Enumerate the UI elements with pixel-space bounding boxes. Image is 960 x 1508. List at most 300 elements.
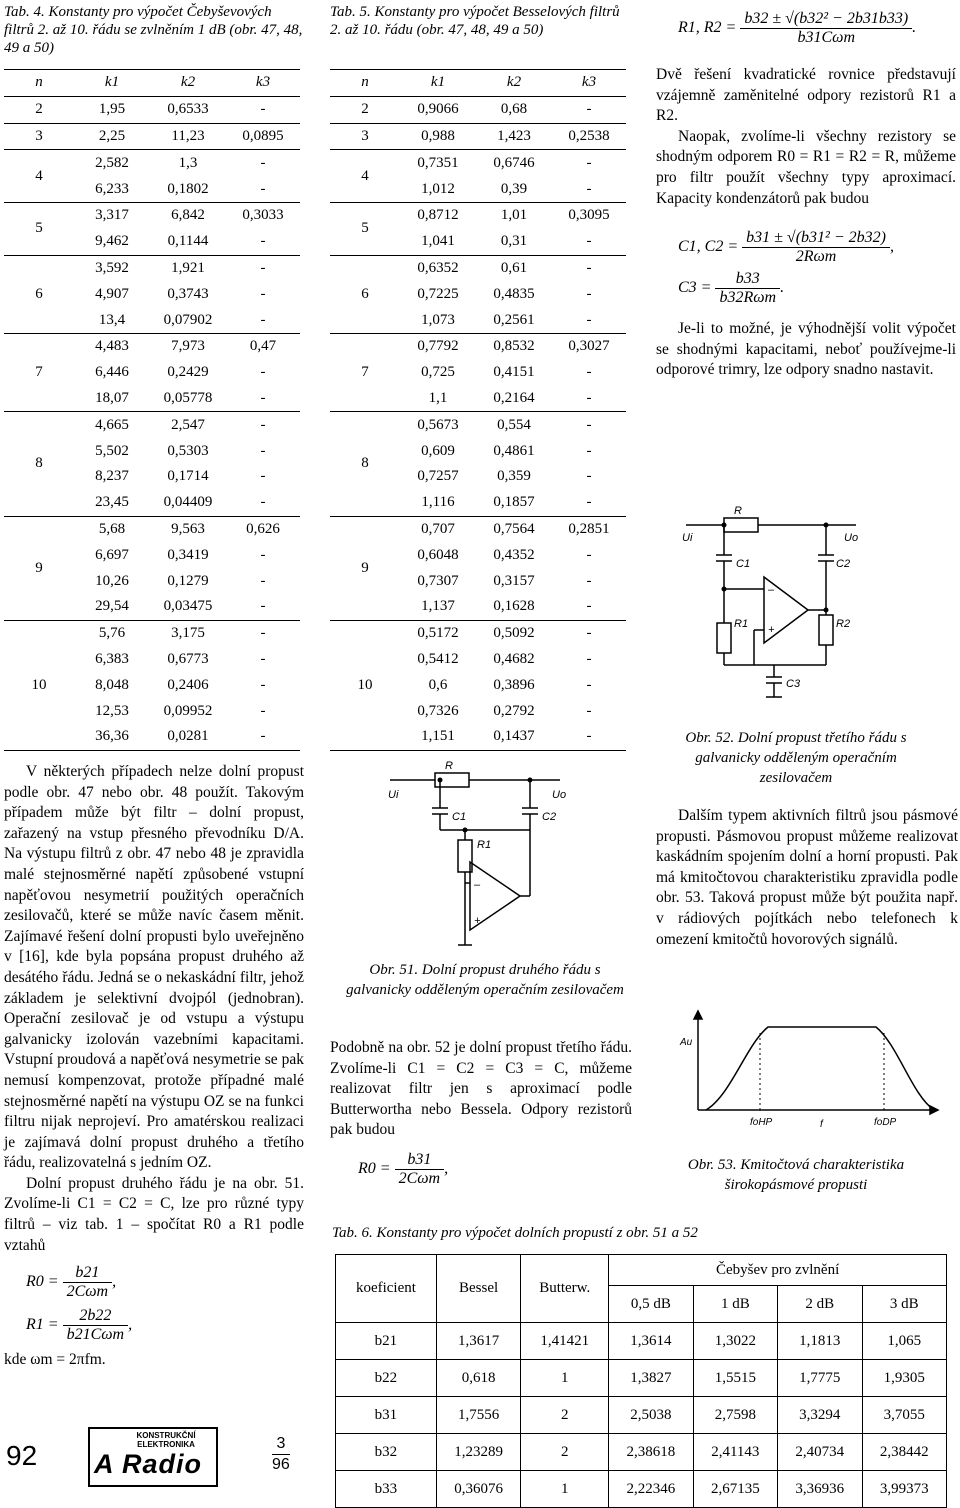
table5-value-cell: 0,1628	[493, 598, 535, 615]
fig52-label-c3: C3	[786, 678, 801, 690]
table4-value-cell: 0,2429	[167, 364, 209, 381]
table4-header-cell: k3	[226, 70, 300, 97]
table6-cell: 1	[521, 1360, 609, 1397]
table4-value-cell: 6,697	[95, 546, 129, 563]
table4-value-cell: 12,53	[95, 702, 129, 719]
equation-c1c2: C1, C2 = $\frac{\text{b31 ± √(b31² − 2b32)}}{\text{2Rωm}}$ ,	[678, 229, 894, 266]
table4-header	[4, 70, 300, 97]
table6-cell: 2	[521, 1397, 609, 1434]
table4-header-cell: k2	[150, 70, 226, 97]
table6-cell: 3,7055	[862, 1397, 947, 1434]
table4-value-cell: 4,665	[95, 416, 129, 433]
table4-group	[4, 150, 300, 203]
table5-value-cell: 1,073	[421, 311, 455, 328]
right-para1: Dvě řešení kvadratické rovnice představují vzájemně zaměnitelné odpory rezistorů R1 a R2.	[656, 66, 956, 125]
table5-value-cell: 0,554	[497, 416, 531, 433]
table6-cell: 2,40734	[778, 1434, 862, 1471]
fig52-label-c2: C2	[836, 558, 851, 570]
table-row	[330, 412, 626, 438]
table4-value-cell: 2,547	[171, 416, 205, 433]
fig51-schematic	[380, 760, 580, 950]
table5-group	[330, 620, 626, 750]
fig53-label-fodp: foDP	[874, 1117, 897, 1128]
table4-value-cell: 6,446	[95, 364, 129, 381]
table5-value-cell: 1,116	[421, 494, 455, 511]
equation-c3: C3 = $\frac{b33}{\text{b32Rωm}}$ .	[678, 270, 785, 307]
table4-value-cell: 0,6773	[167, 650, 209, 667]
equation-r0-mid: R0 = $\frac{b31}{\text{2Cωm}}$ ,	[358, 1150, 449, 1187]
table5-value-cell: -	[586, 259, 592, 276]
table6-cell: 2,5038	[609, 1397, 693, 1434]
table5-group	[330, 123, 626, 150]
fig52-schematic	[676, 505, 876, 705]
table4-value-cell: 0,04409	[163, 494, 213, 511]
table5-value-cell: -	[586, 702, 592, 719]
table6-body	[336, 1323, 947, 1508]
table6-cell: 1,9305	[862, 1360, 947, 1397]
table6-col-2db: 2 dB	[778, 1286, 862, 1323]
table6-col-butterw: Butterw.	[521, 1255, 609, 1323]
table4-value-cell: 1,3	[178, 154, 198, 171]
table5-order-cell: 3	[361, 127, 369, 144]
table-row	[330, 620, 626, 646]
table5-value-cell: -	[586, 154, 592, 171]
table-row	[330, 255, 626, 281]
table6-cell: b31	[336, 1397, 437, 1434]
table4-value-cell: 8,237	[95, 468, 129, 485]
table6-cell: 2,38442	[862, 1434, 947, 1471]
table5-value-cell: 0,31	[500, 233, 528, 250]
table6-cell: b21	[336, 1323, 437, 1360]
table5-value-cell: 0,2538	[568, 127, 610, 144]
table4-value-cell: 1,921	[171, 259, 205, 276]
table5-value-cell: 1,012	[421, 180, 455, 197]
table6-col-05db: 0,5 dB	[609, 1286, 693, 1323]
table6-caption: Tab. 6. Konstanty pro výpočet dolních propustí z obr. 51 a 52	[332, 1225, 698, 1241]
table4-value-cell: -	[260, 625, 266, 642]
table6-col-chebyshev: Čebyšev pro zvlnění	[609, 1255, 947, 1286]
table5-value-cell: 0,6	[428, 676, 448, 693]
table5-value-cell: 0,2792	[493, 702, 535, 719]
table5-value-cell: 0,3157	[493, 572, 535, 589]
fig52-label-minus: –	[768, 584, 775, 596]
fig51-label-c2: C2	[542, 811, 557, 823]
left-para2: Dolní propust druhého řádu je na obr. 51. Zvolíme-li C1 = C2 = C, lze pro různé typy filtrů – viz tab. 1 – spočítat R0 a R1 podle vztahů	[4, 1174, 304, 1254]
table4-value-cell: 0,1802	[167, 180, 209, 197]
table5-value-cell: 0,609	[421, 442, 455, 459]
table4-value-cell: 0,3743	[167, 285, 209, 302]
table5-value-cell: 0,6048	[417, 546, 459, 563]
table4-value-cell: 29,54	[95, 598, 129, 615]
table6-col-3db: 3 dB	[862, 1286, 947, 1323]
table4-value-cell: 9,462	[95, 233, 129, 250]
table4-order-cell: 9	[35, 559, 43, 576]
table6-cell: 2,7598	[693, 1397, 777, 1434]
table5-value-cell: -	[586, 442, 592, 459]
table4-order-cell: 2	[35, 101, 43, 118]
table5-value-cell: 0,725	[421, 364, 455, 381]
table5-value-cell: -	[586, 494, 592, 511]
table4-value-cell: 0,09952	[163, 702, 213, 719]
fig51-label-plus: +	[474, 915, 481, 927]
table6-cell: 1,7556	[436, 1397, 520, 1434]
table-row	[4, 412, 300, 438]
table5-value-cell: 0,4352	[493, 546, 535, 563]
table5-value-cell: 0,8712	[417, 207, 459, 224]
table5-group	[330, 202, 626, 255]
table5-order-cell: 8	[361, 455, 369, 472]
table6-cell: 2,38618	[609, 1434, 693, 1471]
table4-value-cell: 0,1279	[167, 572, 209, 589]
table5-group	[330, 333, 626, 411]
table6-cell: 3,3294	[778, 1397, 862, 1434]
table6-cell: 2,22346	[609, 1471, 693, 1508]
table5-value-cell: 0,8532	[493, 338, 535, 355]
table4-value-cell: 0,3419	[167, 546, 209, 563]
fig53-caption: Obr. 53. Kmitočtová charakteristika širokopásmové propusti	[687, 1157, 905, 1193]
table4-value-cell: 11,23	[171, 127, 205, 144]
kde-line: kde ωm = 2πfm.	[4, 1351, 106, 1369]
table6-cell: 2,41143	[693, 1434, 777, 1471]
table4-order-cell: 4	[35, 167, 43, 184]
table5-value-cell: -	[586, 180, 592, 197]
table5-value-cell: 0,7225	[417, 285, 459, 302]
table-row	[336, 1471, 947, 1508]
table4-value-cell: 5,68	[98, 520, 126, 537]
table4-value-cell: 0,626	[246, 520, 280, 537]
table-row	[330, 333, 626, 359]
table5-value-cell: 0,1437	[493, 728, 535, 745]
table4-group	[4, 96, 300, 123]
fig52-caption: Obr. 52. Dolní propust třetího řádu s galvanicky odděleným operačním zesilovačem	[685, 730, 907, 786]
table5-value-cell: -	[586, 572, 592, 589]
table5-value-cell: -	[586, 389, 592, 406]
table5-value-cell: 0,4861	[493, 442, 535, 459]
table6-cell: 1,065	[862, 1323, 947, 1360]
table4-caption: Tab. 4. Konstanty pro výpočet Čebyševových filtrů 2. až 10. řádu se zvlněním 1 dB (obr. 47, 48, 49 a 50)	[4, 4, 303, 56]
table4-value-cell: 6,842	[171, 207, 205, 224]
table5-header-cell: k1	[400, 70, 476, 97]
table4-value-cell: 0,2406	[167, 676, 209, 693]
fig51-caption: Obr. 51. Dolní propust druhého řádu s galvanicky odděleným operačním zesilovačem	[346, 962, 624, 998]
table4-order-cell: 5	[35, 220, 43, 237]
fig52-label-c1: C1	[736, 558, 751, 570]
table4-value-cell: -	[260, 494, 266, 511]
table4-value-cell: 3,317	[95, 207, 129, 224]
table5-value-cell: -	[586, 364, 592, 381]
table4-header-cell: n	[4, 70, 74, 97]
fig51-label-ui: Ui	[388, 789, 399, 801]
right-column	[656, 0, 956, 381]
table5-value-cell: 1,423	[497, 127, 531, 144]
table-row	[4, 620, 300, 646]
table4-value-cell: 0,1144	[167, 233, 209, 250]
table6	[335, 1254, 947, 1508]
table4-value-cell: 0,03475	[163, 598, 213, 615]
table4-value-cell: 3,592	[95, 259, 129, 276]
table4-value-cell: 0,07902	[163, 311, 213, 328]
table4-order-cell: 10	[31, 676, 47, 693]
table-row	[4, 96, 300, 123]
table5-group	[330, 96, 626, 123]
table6-cell: 1,3827	[609, 1360, 693, 1397]
table5-value-cell: 0,7257	[417, 468, 459, 485]
table4-group	[4, 516, 300, 620]
table5-value-cell: 1,137	[421, 598, 455, 615]
table5-value-cell: 1,1	[428, 389, 448, 406]
table5-value-cell: 0,5412	[417, 650, 459, 667]
table5-value-cell: 0,2561	[493, 311, 535, 328]
left-column	[4, 0, 304, 1369]
table5-value-cell: 0,5673	[417, 416, 459, 433]
table5-value-cell: 1,01	[500, 207, 528, 224]
table4-group	[4, 412, 300, 516]
table5-value-cell: -	[586, 233, 592, 250]
table4-value-cell: -	[260, 233, 266, 250]
table-row	[330, 516, 626, 542]
table6-cell: 1,3614	[609, 1323, 693, 1360]
table4-value-cell: -	[260, 180, 266, 197]
fig51-label-minus: –	[474, 879, 481, 891]
logo	[88, 1427, 218, 1487]
fig53-label-fohp: foHP	[750, 1117, 773, 1128]
table6-cell: b32	[336, 1434, 437, 1471]
table6-cell: 2	[521, 1434, 609, 1471]
table4-value-cell: -	[260, 598, 266, 615]
table5-value-cell: -	[586, 311, 592, 328]
table6-col-1db: 1 dB	[693, 1286, 777, 1323]
fig52-label-ui: Ui	[682, 532, 693, 544]
table4-value-cell: 0,6533	[167, 101, 209, 118]
table4-order-cell: 7	[35, 364, 43, 381]
table5-value-cell: 0,4835	[493, 285, 535, 302]
table4-order-cell: 8	[35, 455, 43, 472]
table5	[330, 69, 626, 751]
table5-value-cell: 0,5092	[493, 625, 535, 642]
table4-value-cell: 18,07	[95, 389, 129, 406]
table4-value-cell: 9,563	[171, 520, 205, 537]
table4-header-cell: k1	[74, 70, 150, 97]
table5-value-cell: 0,7351	[417, 154, 459, 171]
right-para3: Je-li to možné, je výhodnější volit výpočet se shodnými kapacitami, neboť používejme-li odporové trimry, lze odpory snadno nastavit.	[656, 320, 956, 379]
table6-cell: 1,1813	[778, 1323, 862, 1360]
fig51-label-r: R	[445, 760, 453, 772]
table4-value-cell: -	[260, 676, 266, 693]
page-number: 92	[6, 1440, 38, 1471]
table5-header-cell: k2	[476, 70, 552, 97]
table4-value-cell: 5,502	[95, 442, 129, 459]
right-para2: Naopak, zvolíme-li všechny rezistory se shodným odporem R0 = R1 = R2 = R, můžeme pro filtr použít všechny typy aproximací. Kapacity kondenzátorů pak budou	[656, 127, 956, 207]
fig53-ylabel: Au	[680, 1037, 693, 1048]
table4-value-cell: -	[260, 364, 266, 381]
table-row	[4, 123, 300, 150]
table6-cell: 1,3617	[436, 1323, 520, 1360]
table5-value-cell: -	[586, 546, 592, 563]
table4-value-cell: 5,76	[98, 625, 126, 642]
table-row	[4, 150, 300, 176]
table5-group	[330, 150, 626, 203]
left-para1: V některých případech nelze dolní propust podle obr. 47 nebo obr. 48 použít. Takovým případem může být filtr – dolní propust, zařazený na vstup přesného převodníku D/A. Na výstupu filtrů z obr. 47 nebo 48 je zpravidla malé stejnosměrné napětí způsobené vstupní napěťovou nesymetrií použitých operačních zesilovačů, které se může navíc časem měnit. Zajímavé řešení dolní propusti bylo uveřejněno v [16], kde byla popsána propust druhého až desátého řádu. Jedná se o nekaskádní filtr, jehož základem je selektivní dvojpól (jednobran). Operační zesilovač je od vstupu a výstupu galvanicky izolován vazebními kapacitami. Vstupní proudová a napěťová nesymetrie se pak nemusí kompenzovat, protože případné malé stejnosměrné napětí na výstupu OZ se na funkci filtru nijak neprojeví. Pro amatérskou realizaci je zajímavá dolní propust druhého a třetího řádu, realizovatelná s jedním OZ.	[4, 763, 304, 1172]
table6-cell: b22	[336, 1360, 437, 1397]
table4-value-cell: 36,36	[95, 728, 129, 745]
table5-value-cell: 0,359	[497, 468, 531, 485]
table5-value-cell: 0,5172	[417, 625, 459, 642]
table6-cell: 0,618	[436, 1360, 520, 1397]
table4-value-cell: -	[260, 259, 266, 276]
table4-value-cell: 6,383	[95, 650, 129, 667]
table5-value-cell: 1,041	[421, 233, 455, 250]
table4-value-cell: 23,45	[95, 494, 129, 511]
table5-value-cell: 0,4682	[493, 650, 535, 667]
table5-value-cell: 0,39	[500, 180, 528, 197]
table5-value-cell: -	[586, 468, 592, 485]
equation-r1r2: R1, R2 = $\frac{\text{b32 ± √(b32² − 2b31b33)}}{\text{b31Cωm}}$ .	[678, 10, 917, 46]
fig52-label-r1: R1	[734, 618, 749, 630]
table4-group	[4, 123, 300, 150]
table5-value-cell: 0,2851	[568, 520, 610, 537]
table4-value-cell: 4,907	[95, 285, 129, 302]
table5-value-cell: 0,707	[421, 520, 455, 537]
table-row	[336, 1360, 947, 1397]
table4-group	[4, 333, 300, 411]
table5-value-cell: 0,6746	[493, 154, 535, 171]
fig51-label-c1: C1	[452, 811, 467, 823]
table4-value-cell: 0,3033	[242, 207, 284, 224]
table5-group	[330, 255, 626, 333]
table5-value-cell: -	[586, 416, 592, 433]
table5-order-cell: 6	[361, 285, 369, 302]
table6-cell: 2,67135	[693, 1471, 777, 1508]
table6-col-bessel: Bessel	[436, 1255, 520, 1323]
table-row	[4, 516, 300, 542]
table4-value-cell: -	[260, 468, 266, 485]
fig53-chart	[676, 1005, 946, 1130]
table4-value-cell: -	[260, 728, 266, 745]
table4-value-cell: 3,175	[171, 625, 205, 642]
table5-order-cell: 7	[361, 364, 369, 381]
table5-value-cell: -	[586, 650, 592, 667]
table5-value-cell: 0,61	[500, 259, 528, 276]
table4-value-cell: 2,25	[98, 127, 126, 144]
table5-order-cell: 4	[361, 167, 369, 184]
table4-group	[4, 620, 300, 750]
table5-order-cell: 2	[361, 101, 369, 118]
table6-cell: 1,7775	[778, 1360, 862, 1397]
table4-value-cell: 2,582	[95, 154, 129, 171]
logo-top-text: KONSTRUKČNÍ ELEKTRONIKA	[136, 1431, 196, 1449]
table5-value-cell: 0,6352	[417, 259, 459, 276]
table-row	[4, 255, 300, 281]
table6-top-header	[336, 1255, 947, 1286]
table4-value-cell: -	[260, 311, 266, 328]
table4-value-cell: 0,5303	[167, 442, 209, 459]
table4-value-cell: 13,4	[98, 311, 126, 328]
table5-caption: Tab. 5. Konstanty pro výpočet Besselových filtrů 2. až 10. řádu (obr. 47, 48, 49 a 50)	[330, 4, 620, 38]
table5-value-cell: -	[586, 625, 592, 642]
table4-value-cell: -	[260, 154, 266, 171]
table4-value-cell: 0,1714	[167, 468, 209, 485]
table6-cell: 3,36936	[778, 1471, 862, 1508]
table4-value-cell: 8,048	[95, 676, 129, 693]
table4-value-cell: 1,95	[98, 101, 126, 118]
table4-value-cell: 0,05778	[163, 389, 213, 406]
table5-value-cell: -	[586, 285, 592, 302]
table6-cell: 1,5515	[693, 1360, 777, 1397]
table5-value-cell: 0,2164	[493, 389, 535, 406]
table5-value-cell: 0,68	[500, 101, 528, 118]
table5-order-cell: 10	[357, 676, 373, 693]
table5-value-cell: 0,3095	[568, 207, 610, 224]
table-row	[336, 1323, 947, 1360]
table4-value-cell: -	[260, 416, 266, 433]
table-row	[330, 150, 626, 176]
logo-main-text: A Radio	[94, 1449, 202, 1479]
table4-order-cell: 6	[35, 285, 43, 302]
table4-value-cell: -	[260, 442, 266, 459]
table-row	[336, 1397, 947, 1434]
table5-value-cell: 1,151	[421, 728, 455, 745]
fig52-label-r: R	[734, 505, 742, 517]
equation-r0: R0 = $\frac{b21}{\text{2Cωm}}$ ,	[26, 1264, 117, 1301]
fig53-label-f: f	[820, 1119, 823, 1130]
table4-group	[4, 202, 300, 255]
middle-text-block	[330, 1038, 632, 1188]
table4-value-cell: -	[260, 101, 266, 118]
table5-value-cell: 0,1857	[493, 494, 535, 511]
table5-value-cell: -	[586, 728, 592, 745]
table4-value-cell: 0,0895	[242, 127, 284, 144]
table5-header	[330, 70, 626, 97]
table5-value-cell: 0,7326	[417, 702, 459, 719]
table5-value-cell: 0,9066	[417, 101, 459, 118]
table6-cell: 1	[521, 1471, 609, 1508]
table4-value-cell: 6,233	[95, 180, 129, 197]
fig52-label-uo: Uo	[844, 532, 859, 544]
middle-column	[330, 0, 630, 751]
table-row	[330, 123, 626, 150]
table5-group	[330, 516, 626, 620]
right-para4: Dalším typem aktivních filtrů jsou pásmové propusti. Pásmovou propust můžeme realizovat kaskádním spojením dolní a horní propusti. Pak má kmitočtovou charakteristiku zpravidla podle obr. 53. Taková propust může být použita např. v rádiových pojítkách nebo telefonech k omezení kmitočtů hovorových signálů.	[656, 807, 958, 948]
table4-order-cell: 3	[35, 127, 43, 144]
table5-value-cell: 0,988	[421, 127, 455, 144]
table5-header-cell: k3	[552, 70, 626, 97]
table5-value-cell: 0,4151	[493, 364, 535, 381]
table5-order-cell: 9	[361, 559, 369, 576]
table5-group	[330, 412, 626, 516]
fig51-label-r1: R1	[477, 839, 492, 851]
table6-cell: 3,99373	[862, 1471, 947, 1508]
table6-cell: 1,23289	[436, 1434, 520, 1471]
table4-value-cell: 0,0281	[167, 728, 209, 745]
table-row	[330, 202, 626, 228]
table4-value-cell: -	[260, 389, 266, 406]
table4	[4, 69, 300, 751]
table5-value-cell: 0,7564	[493, 520, 535, 537]
table5-order-cell: 5	[361, 220, 369, 237]
table5-value-cell: 0,3896	[493, 676, 535, 693]
table5-value-cell: 0,7307	[417, 572, 459, 589]
table4-value-cell: 4,483	[95, 338, 129, 355]
table4-value-cell: -	[260, 702, 266, 719]
table-row	[330, 96, 626, 123]
fig52-label-plus: +	[768, 624, 775, 636]
fig51-label-uo: Uo	[552, 789, 567, 801]
table6-cell: 0,36076	[436, 1471, 520, 1508]
table5-value-cell: -	[586, 598, 592, 615]
table5-value-cell: 0,3027	[568, 338, 610, 355]
table4-value-cell: 0,47	[249, 338, 277, 355]
table4-value-cell: 10,26	[95, 572, 129, 589]
